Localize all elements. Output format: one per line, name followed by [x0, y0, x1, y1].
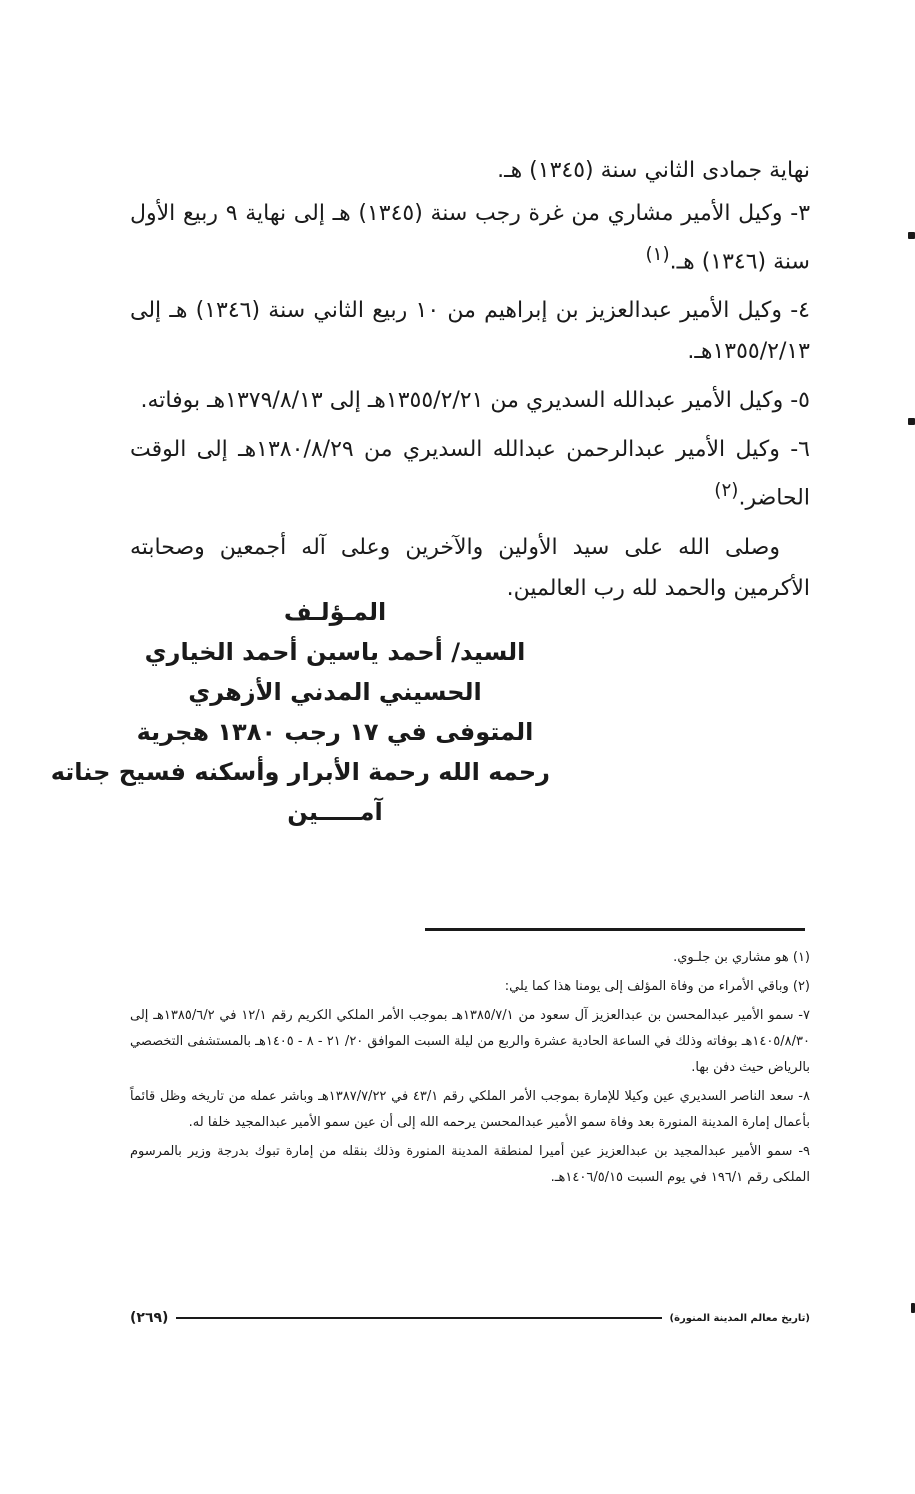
scan-edge-mark: [911, 1303, 915, 1313]
footnote-separator: [425, 928, 805, 931]
footnote-1: (١) هو مشاري بن جلـوي.: [673, 950, 810, 965]
author-signature: [50, 592, 550, 832]
author-lineage: الحسيني المدني الأزهري: [188, 678, 482, 706]
footnote-2: (٢) وباقي الأمراء من وفاة المؤلف إلى يومنا هذا كما يلي:: [504, 979, 810, 994]
closing-prayer: وصلى الله على سيد الأولين والآخرين وعلى آله أجمعين وصحابته الأكرمين والحمد لله رب العالمين.: [130, 534, 810, 601]
list-item-5: ٥- وكيل الأمير عبدالله السديري من ١٣٥٥/٢/٢١هـ إلى ١٣٧٩/٨/١٣هـ بوفاته.: [140, 388, 810, 414]
scan-edge-mark: [908, 418, 915, 425]
paragraph-continuation: نهاية جمادى الثاني سنة (١٣٤٥) هـ.: [497, 158, 810, 183]
author-death-date: المتوفى في ١٧ رجب ١٣٨٠ هجرية: [136, 718, 534, 746]
main-text: [130, 150, 810, 617]
author-name: السيد/ أحمد ياسين أحمد الخياري: [144, 638, 526, 666]
list-item-3: [130, 193, 810, 282]
list-item-6: [130, 429, 810, 518]
footnote-item-7: ٧- سمو الأمير عبدالمحسن بن عبدالعزيز آل سعود من ١٣٨٥/٧/١هـ بموجب الأمر الملكي الكريم رقم ١٢/١ في ١٣٨٥/٦/٢هـ إلى ١٤٠٥/٨/٣٠هـ بوفاته وذلك في الساعة الحادية عشرة والربع من ليلة السبت الموافق ٢٠/ ٢١ - ٨ - ١٤٠٥هـ بالمستشفى التخصصي بالرياض حيث دفن بها.: [130, 1008, 810, 1075]
list-item-4: ٤- وكيل الأمير عبدالعزيز بن إبراهيم من ١٠ ربيع الثاني سنة (١٣٤٦) هـ إلى ١٣٥٥/٢/١٣هـ.: [130, 298, 810, 365]
footnote-item-9: ٩- سمو الأمير عبدالمجيد بن عبدالعزيز عين أميرا لمنطقة المدينة المنورة وذلك بنقله من إمارة تبوك بدرجة وزير بالمرسوم الملكى رقم ١٩٦/١ في يوم السبت ١٤٠٦/٥/١٥هـ.: [130, 1144, 810, 1185]
author-heading: المـؤلـف: [283, 598, 387, 626]
footnotes: [130, 945, 810, 1194]
page-number: (٢٦٩): [130, 1310, 169, 1326]
list-item-6-text: ٦- وكيل الأمير عبدالرحمن عبدالله السديري من ١٣٨٠/٨/٢٩هـ إلى الوقت الحاضر.: [130, 437, 810, 511]
footer-rule: [176, 1317, 661, 1319]
amen: آمـــــين: [287, 798, 383, 826]
page-footer: [130, 1306, 810, 1330]
footnote-ref-1: (١): [645, 244, 670, 265]
author-prayer: رحمه الله رحمة الأبرار وأسكنه فسيح جناته: [50, 758, 550, 786]
footnote-item-8: ٨- سعد الناصر السديري عين وكيلا للإمارة بموجب الأمر الملكي رقم ٤٣/١ في ١٣٨٧/٧/٢٢هـ وباشر عمله من تاريخه وظل قائماً بأعمال إمارة المدينة المنورة بعد وفاة سمو الأمير عبدالمحسن يرحمه الله إلى أن عين سمو الأمير عبدالمجيد خلفا له.: [130, 1089, 810, 1130]
footnote-ref-2: (٢): [714, 480, 739, 502]
scan-edge-mark: [908, 232, 915, 239]
list-item-3-text: ٣- وكيل الأمير مشاري من غرة رجب سنة (١٣٤٥) هـ إلى نهاية ٩ ربيع الأول سنة (١٣٤٦) هـ.: [130, 201, 811, 275]
running-title: (تاريخ معالم المدينة المنورة): [669, 1312, 810, 1324]
